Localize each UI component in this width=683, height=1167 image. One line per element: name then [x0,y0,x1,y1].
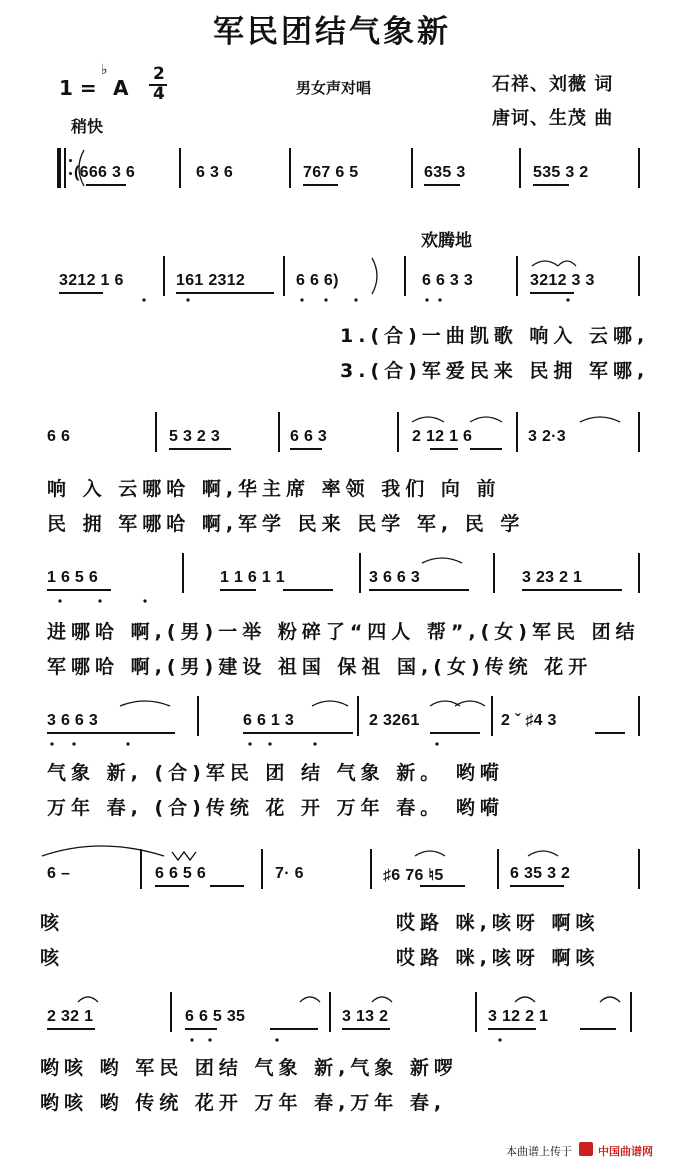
measure-notes: 2 12 1 6 [412,428,473,445]
slur [532,261,558,266]
slur [558,261,576,266]
measure-notes: 2 32 1 [47,1008,94,1025]
measure-notes: 7· 6 [275,865,304,882]
site-name: 中国曲谱网 [598,1145,653,1158]
measure-notes: 3212 1 6 [59,272,124,289]
measure-notes: 6 – [47,865,71,882]
measure-notes: 635 3 [424,164,466,181]
key-flat-sign: ♭ [101,62,108,78]
octave-dot [190,1038,193,1041]
octave-dot [300,298,303,301]
performance-type: 男女声对唱 [296,79,372,97]
octave-dot [58,599,61,602]
octave-dot [208,1038,211,1041]
lyric-verse-3: 哟咳 哟 传统 花开 万年 春,万年 春, [40,1092,447,1114]
measure-notes: 767 6 5 [303,164,359,181]
lyric-verse-1: 进哪哈 啊,(男)一举 粉碎了“四人 帮”,(女)军民 团结 [47,621,640,643]
measure-notes: 2 ˇ ♯4 3 [501,712,557,729]
octave-dot [435,742,438,745]
breath-mark [172,852,196,860]
measure-notes: 5 3 2 3 [169,428,221,445]
tie-long [42,846,164,856]
slur [600,997,620,1002]
slur [312,701,348,706]
measure-notes: 6 6 3 [290,428,328,445]
time-signature-bottom: 4 [153,84,165,104]
slur [422,558,462,563]
measure-notes: 1 1 6 1 1 [220,569,285,586]
measure-notes: 535 3 2 [533,164,589,181]
measure-notes: 6 6 3 3 [422,272,474,289]
measure-notes: 6 35 3 2 [510,865,571,882]
octave-dot [98,599,101,602]
octave-dot [313,742,316,745]
octave-dot [354,298,357,301]
measure-notes: 1 6 5 6 [47,569,99,586]
slur [120,701,170,706]
octave-dot [72,742,75,745]
octave-dot [438,298,441,301]
lyric-verse-3: 军哪哈 啊,(男)建设 祖国 保祖 国,(女)传统 花开 [47,656,593,678]
measure-notes: 3 23 2 1 [522,569,583,586]
octave-dot [142,298,145,301]
octave-dot [268,742,271,745]
slur [528,851,558,856]
octave-dot [498,1038,501,1041]
measure-notes: 3 2·3 [528,428,566,445]
left-paren-arc [79,150,84,186]
lyric-verse-1: 响 入 云哪哈 啊,华主席 率领 我们 向 前 [47,478,501,500]
slur [372,997,392,1002]
key-signature-prefix: 1 = [59,76,97,100]
right-paren-arc [372,258,377,294]
lyric-verse-1-right: 哎路 咪,咳呀 啊咳 [396,912,600,934]
measure-notes: 6 6 5 35 [185,1008,246,1025]
song-title: 军民团结气象新 [213,14,451,50]
slur [470,417,502,422]
tempo-marking: 稍快 [71,117,104,136]
measure-notes: 2 3261 [369,712,420,729]
octave-dot [425,298,428,301]
measure-notes: 3 6 6 3 [47,712,99,729]
measure-notes: 161 2312 [176,272,246,289]
measure-notes: 6 6 1 3 [243,712,295,729]
lyric-verse-3: 万年 春, (合)传统 花 开 万年 春。 哟嗬 [47,797,504,819]
slur [78,997,98,1002]
lyricist-credit: 石祥、刘薇 词 [492,74,614,95]
octave-dot [143,599,146,602]
lyric-verse-3: 3.(合)军爱民来 民拥 军哪, [340,360,650,382]
upload-note: 本曲谱上传于 [506,1145,572,1158]
composer-credit: 唐诃、生茂 曲 [492,108,614,129]
expression-marking: 欢腾地 [421,231,472,251]
measure-notes: 6 6 5 6 [155,865,207,882]
measure-notes: 3 13 2 [342,1008,389,1025]
octave-dot [186,298,189,301]
measure-notes: 6 3 6 [196,164,234,181]
octave-dot [275,1038,278,1041]
measure-notes: 3 12 2 1 [488,1008,549,1025]
lyric-verse-3: 咳 [40,947,65,969]
measure-notes: 3212 3 3 [530,272,595,289]
slur [412,417,444,422]
measure-notes: ♯6 76 ♮5 [383,867,444,884]
lyric-verse-1: 咳 [40,912,65,934]
measure-notes: 6 6 [47,428,71,445]
octave-dot [126,742,129,745]
slur [415,851,445,856]
octave-dot [566,298,569,301]
lyric-verse-1: 1.(合)一曲凯歌 响入 云哪, [340,325,650,347]
key-note: A [113,76,129,100]
time-signature-top: 2 [153,64,165,84]
measure-notes: 6 6 6) [296,272,339,289]
octave-dot [324,298,327,301]
lyric-verse-1: 哟咳 哟 军民 团结 气象 新,气象 新啰 [40,1057,458,1079]
slur [300,997,320,1002]
measure-notes: 3 6 6 3 [369,569,421,586]
slur [580,417,620,422]
octave-dot [50,742,53,745]
lyric-verse-1: 气象 新, (合)军民 团 结 气象 新。 哟嗬 [47,762,504,784]
measure-notes: (666 3 6 [74,164,136,181]
lyric-verse-3: 民 拥 军哪哈 啊,军学 民来 民学 军, 民 学 [47,513,525,535]
slur [515,997,535,1002]
octave-dot [248,742,251,745]
lyric-verse-3-right: 哎路 咪,咳呀 啊咳 [396,947,600,969]
